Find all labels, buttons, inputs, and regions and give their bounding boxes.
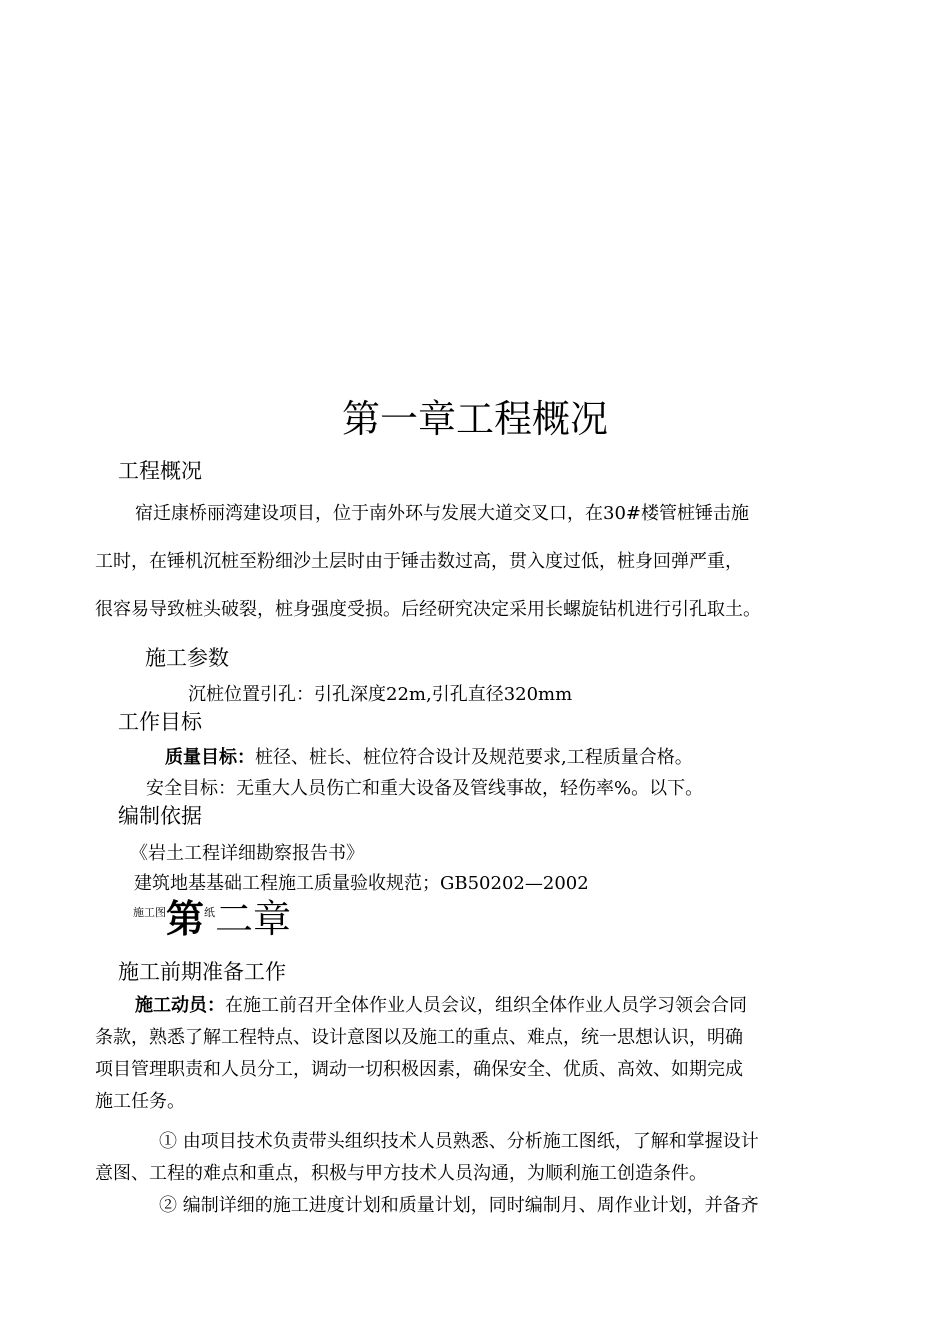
chapter-1-title: 第一章工程概况 xyxy=(341,397,608,441)
basis-item-1: 《岩土工程详细勘察报告书》 xyxy=(130,843,364,864)
mobilization-label: 施工动员： xyxy=(135,995,225,1016)
params-text: 沉桩位置引孔：引孔深度22m,引孔直径320mm xyxy=(188,684,573,705)
prep-item-1 xyxy=(95,1126,840,1190)
prep-item-1-line-2: 意图、工程的难点和重点，积极与甲方技术人员沟通，为顺利施工创造条件。 xyxy=(95,1163,707,1184)
mobilization-line-1 xyxy=(95,990,840,1022)
chapter-2-prefix-small-2: 纸 xyxy=(204,906,216,919)
prep-item-2-line-1: ② 编制详细的施工进度计划和质量计划，同时编制月、周作业计划，并备齐 xyxy=(159,1195,759,1216)
mobilization-paragraph xyxy=(95,990,840,1118)
section-heading-overview: 工程概况 xyxy=(118,459,202,483)
overview-line-2: 工时，在锤机沉桩至粉细沙土层时由于锤击数过高，贯入度过低，桩身回弹严重， xyxy=(95,551,743,572)
quality-goal xyxy=(165,745,693,771)
section-heading-preparation: 施工前期准备工作 xyxy=(118,960,286,984)
overview-paragraph xyxy=(95,500,840,624)
quality-goal-label: 质量目标： xyxy=(165,747,255,768)
prep-item-1-line-1: ① 由项目技术负责带头组织技术人员熟悉、分析施工图纸，了解和掌握设计 xyxy=(159,1131,759,1152)
overview-line-3: 很容易导致桩头破裂，桩身强度受损。后经研究决定采用长螺旋钻机进行引孔取土。 xyxy=(95,599,761,620)
chapter-2-title-part-2: 二章 xyxy=(215,897,292,941)
prep-item-2 xyxy=(95,1190,840,1222)
mobilization-line-4: 施工任务。 xyxy=(95,1091,185,1112)
section-heading-goals: 工作目标 xyxy=(118,710,202,734)
mobilization-line-2: 条款，熟悉了解工程特点、设计意图以及施工的重点、难点，统一思想认识，明确 xyxy=(95,1027,743,1048)
basis-item-2: 建筑地基基础工程施工质量验收规范；GB50202—2002 xyxy=(134,873,589,894)
chapter-2-prefix-small-1: 施工图 xyxy=(133,906,166,919)
quality-goal-text: 桩径、桩长、桩位符合设计及规范要求,工程质量合格。 xyxy=(255,747,693,768)
mobilization-line-3: 项目管理职责和人员分工，调动一切积极因素，确保安全、优质、高效、如期完成 xyxy=(95,1059,743,1080)
chapter-2-title-part-1: 第 xyxy=(166,897,205,941)
section-heading-params: 施工参数 xyxy=(145,646,229,670)
overview-line-1: 宿迁康桥丽湾建设项目，位于南外环与发展大道交叉口，在30#楼管桩锤击施 xyxy=(135,503,749,524)
safety-goal: 安全目标：无重大人员伤亡和重大设备及管线事故，轻伤率%。以下。 xyxy=(146,778,704,799)
mobilization-text-1: 在施工前召开全体作业人员会议，组织全体作业人员学习领会合同 xyxy=(225,995,747,1016)
chapter-2-title xyxy=(133,896,291,942)
section-heading-basis: 编制依据 xyxy=(118,804,202,828)
